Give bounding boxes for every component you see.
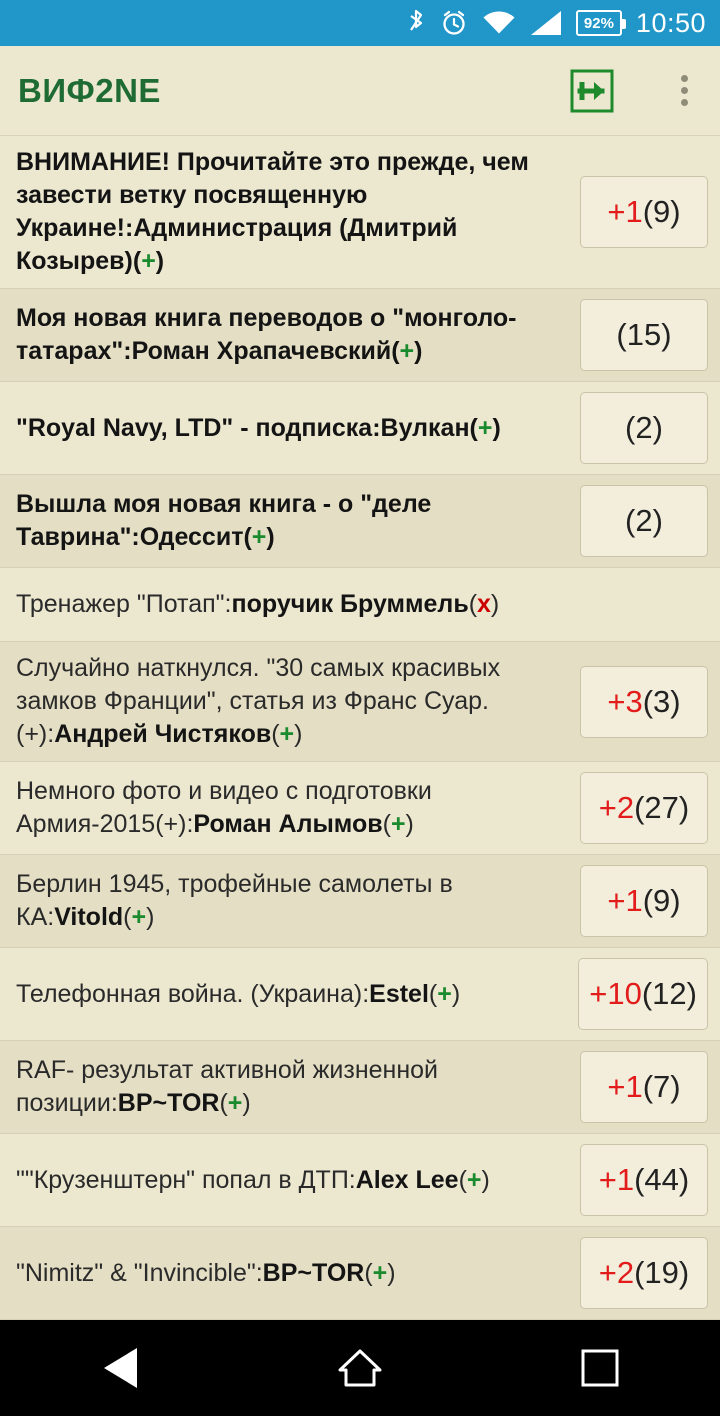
home-icon[interactable] [300,1320,420,1416]
thread-row[interactable] [0,1134,720,1227]
thread-count-badge[interactable] [580,772,708,844]
thread-title: Тренажер "Потап":поручик Бруммель(x) [16,590,500,618]
wifi-icon [482,10,516,36]
thread-count-badge[interactable] [578,958,708,1030]
bluetooth-icon [406,9,426,37]
back-triangle-icon[interactable] [60,1320,180,1416]
total-posts-count: (44) [634,1162,690,1197]
thread-title: "Royal Navy, LTD" - подписка:Вулкан(+) [16,413,501,442]
app-bar [0,46,720,136]
thread-row[interactable] [0,1227,720,1320]
thread-count-badge[interactable] [580,299,708,371]
thread-row[interactable] [0,475,720,568]
thread-count-badge[interactable] [580,485,708,557]
total-posts-count: (12) [641,976,697,1011]
new-posts-count: +3 [607,683,643,719]
total-posts-count: (7) [642,1069,681,1104]
thread-title: RAF- результат активной жизненной позиции:BP~TOR(+) [16,1056,439,1117]
overflow-menu-icon[interactable] [666,63,702,119]
total-posts-count: (2) [625,503,663,538]
thread-count-badge[interactable] [580,1237,708,1309]
thread-count-badge[interactable] [580,1051,708,1123]
thread-count-badge[interactable] [580,392,708,464]
thread-list[interactable] [0,136,720,1320]
thread-count-badge[interactable] [580,1144,708,1216]
total-posts-count: (9) [642,194,681,229]
thread-title: Телефонная война. (Украина):Estel(+) [16,979,461,1008]
total-posts-count: (3) [642,683,681,719]
thread-row[interactable] [0,136,720,289]
new-posts-count: +1 [607,194,643,229]
system-nav-bar [0,1320,720,1416]
thread-title: Немного фото и видео с подготовки Армия-2015(+):Роман Алымов(+) [16,777,432,838]
thread-title: ВНИМАНИЕ! Прочитайте это прежде, чем завести ветку посвященную Украине!:Администрация (Дмитрий Козырев)(+) [16,148,529,275]
thread-count-badge[interactable] [580,666,708,738]
status-icons [406,9,622,37]
thread-count-badge[interactable] [580,865,708,937]
battery-icon [576,10,622,36]
alarm-icon [440,9,468,37]
total-posts-count: (27) [634,790,690,825]
status-bar [0,0,720,46]
new-posts-count: +2 [598,1255,635,1290]
thread-row[interactable] [0,948,720,1041]
battery-percent: 92% [583,14,614,32]
thread-title: Берлин 1945, трофейные самолеты в КА:Vitold(+) [16,870,453,931]
new-posts-count: +1 [607,1069,643,1104]
new-posts-count: +1 [607,883,643,918]
thread-row[interactable] [0,855,720,948]
thread-count-badge[interactable] [580,176,708,248]
new-posts-count: +2 [598,790,635,825]
thread-row[interactable] [0,289,720,382]
total-posts-count: (2) [625,410,663,445]
thread-title: Случайно наткнулся. "30 самых красивых замков Франции", статья из Франс Суар.(+):Андрей Чистяков(+) [16,654,501,748]
thread-title: ""Крузенштерн" попал в ДТП:Alex Lee(+) [16,1165,490,1194]
total-posts-count: (19) [634,1255,690,1290]
new-posts-count: +1 [598,1162,635,1197]
thread-title: Вышла моя новая книга - о "деле Таврина":Одессит(+) [16,490,432,551]
thread-title: "Nimitz" & "Invincible":BP~TOR(+) [16,1258,396,1287]
thread-row[interactable] [0,642,720,762]
total-posts-count: (9) [642,883,681,918]
thread-row[interactable] [0,382,720,475]
thread-row[interactable] [0,568,720,642]
thread-row[interactable] [0,1041,720,1134]
thread-title: Моя новая книга переводов о "монголо-татарах":Роман Храпачевский(+) [16,304,517,365]
signal-icon [530,10,562,36]
status-clock: 10:50 [635,7,706,38]
thread-row[interactable] [0,762,720,855]
app-title: ВИФ2NE [18,71,161,109]
recents-square-icon[interactable] [540,1320,660,1416]
new-posts-count: +10 [589,976,642,1011]
refresh-icon[interactable] [564,63,620,119]
total-posts-count: (15) [616,317,672,352]
